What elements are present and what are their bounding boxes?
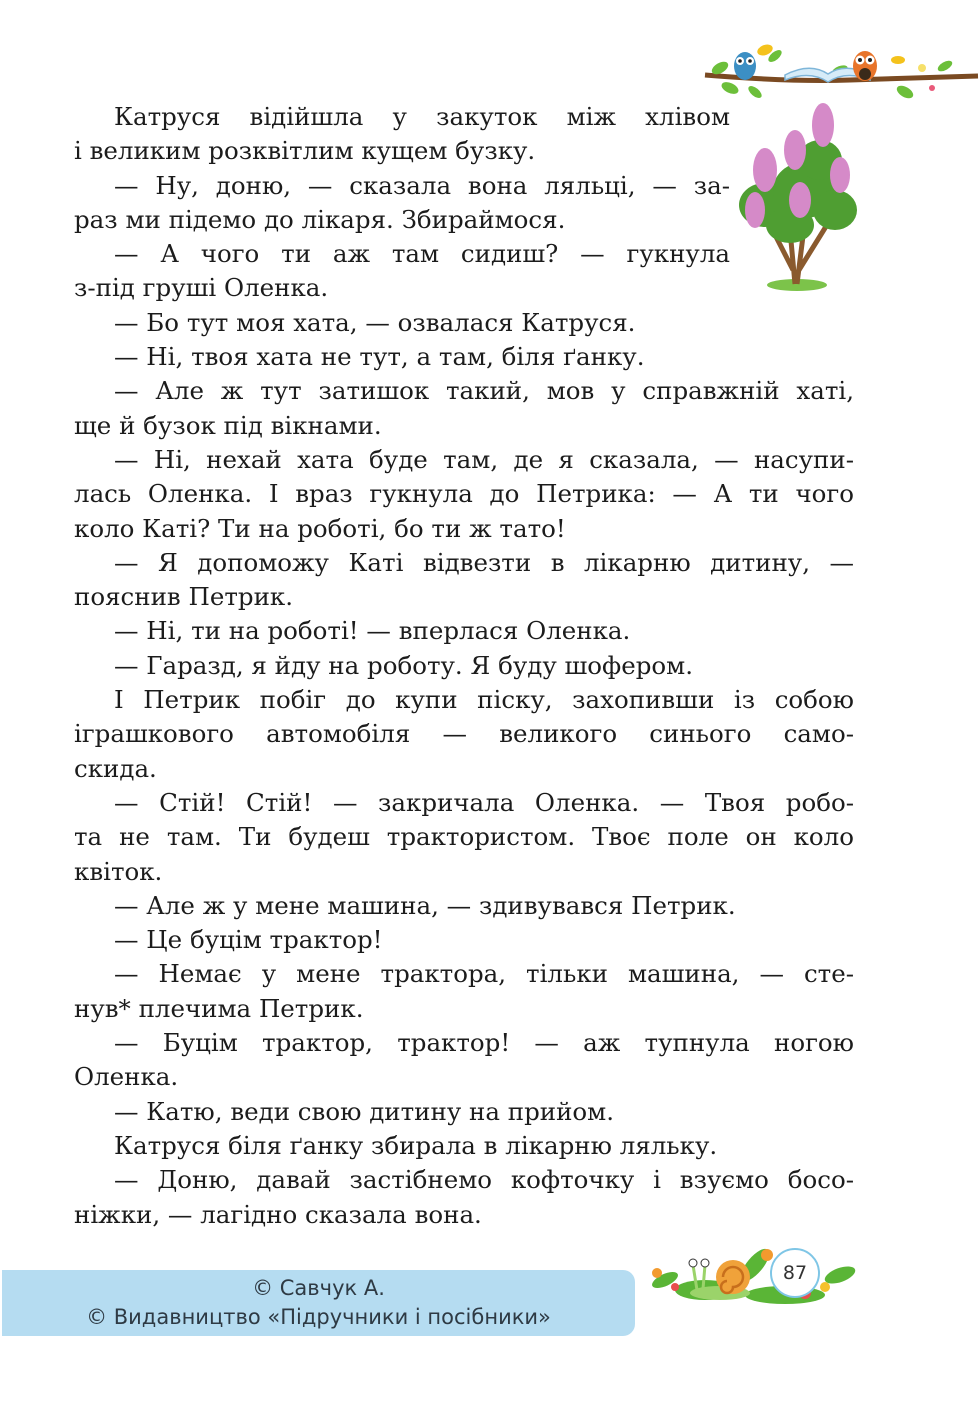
text-line: — Це буцім трактор! (114, 925, 383, 955)
text-line: раз ми підемо до лікаря. Збираймося. (74, 204, 566, 234)
text-line: квіток. (74, 856, 163, 886)
text-line: — Буцім трактор, трактор! — аж тупнула ногою (114, 1028, 854, 1058)
text-line: — Бо тут моя хата, — озвалася Катруся. (114, 307, 636, 337)
text-line: та не там. Ти будеш трактористом. Твоє поле он коло (74, 822, 854, 852)
text-line: — Стій! Стій! — закричала Оленка. — Твоя робо- (114, 787, 854, 817)
page-number: 87 (770, 1248, 820, 1298)
text-line: з-під груші Оленка. (74, 273, 329, 303)
branch-with-owls-illustration (700, 30, 980, 110)
text-line: — Доню, давай застібнемо кофточку і взуємо босо- (114, 1165, 854, 1195)
snail-flowers-illustration (645, 1235, 860, 1310)
text-line: — Я допоможу Каті відвезти в лікарню дитину, — (114, 547, 854, 577)
text-line: — Але ж у мене машина, — здивувався Петрик. (114, 890, 736, 920)
text-line: ще й бузок під вікнами. (74, 410, 382, 440)
text-line: І Петрик побіг до купи піску, захопивши із собою (114, 685, 854, 715)
text-line: — Ні, ти на роботі! — вперлася Оленка. (114, 616, 631, 646)
text-line: — Катю, веди свою дитину на прийом. (114, 1096, 615, 1126)
copyright-publisher: © Видавництво «Підручники і посібники» (86, 1305, 551, 1329)
text-line: — Ну, доню, — сказала вона ляльці, — за- (114, 170, 730, 200)
text-line: Катруся біля ґанку збирала в лікарню ляльку. (114, 1130, 718, 1160)
text-line: Оленка. (74, 1062, 179, 1092)
story-text (74, 100, 854, 1232)
text-line: Катруся відійшла у закуток між хлівом (114, 102, 730, 131)
text-line: — Але ж тут затишок такий, мов у справжній хаті, (114, 376, 854, 406)
text-line: скида. (74, 753, 157, 783)
text-line: нув* плечима Петрик. (74, 993, 364, 1023)
copyright-author: © Савчук А. (252, 1276, 385, 1300)
text-line: — А чого ти аж там сидиш? — гукнула (114, 239, 730, 269)
text-line: іграшкового автомобіля — великого синього само- (74, 719, 854, 749)
text-line: — Ні, нехай хата буде там, де я сказала, — насупи- (114, 444, 854, 474)
text-line: пояснив Петрик. (74, 582, 294, 612)
text-line: — Немає у мене трактора, тільки машина, — сте- (114, 959, 854, 989)
text-line: — Гаразд, я йду на роботу. Я буду шофером. (114, 650, 694, 680)
text-line: лась Оленка. І враз гукнула до Петрика: — А ти чого (74, 479, 854, 509)
text-line: і великим розквітлим кущем бузку. (74, 136, 536, 166)
text-line: ніжки, — лагідно сказала вона. (74, 1199, 482, 1229)
text-line: коло Каті? Ти на роботі, бо ти ж тато! (74, 513, 566, 543)
copyright-banner (2, 1270, 635, 1336)
text-line: — Ні, твоя хата не тут, а там, біля ґанку. (114, 342, 645, 372)
